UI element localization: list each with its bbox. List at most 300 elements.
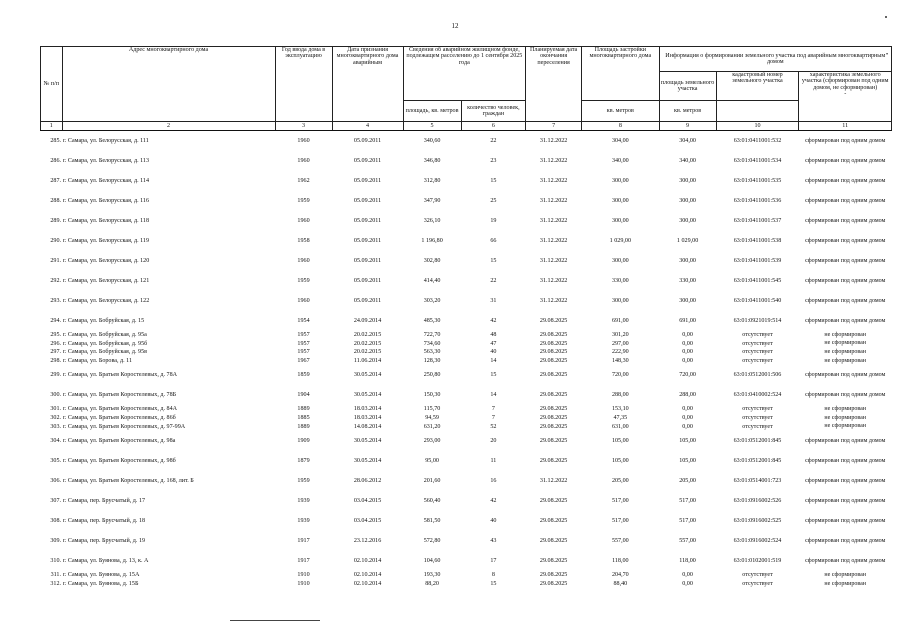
row-people: 15 (490, 257, 497, 264)
row-emergency-date: 05.09.2011 (353, 297, 382, 304)
row-cadastral: 63:01:0514001:723 (733, 477, 782, 484)
row-area: 150,30 (423, 392, 441, 399)
row-characteristic: сформирован под одним домом (805, 257, 886, 264)
row-land-area: 0,00 (682, 349, 693, 356)
row-number: 307. (50, 497, 62, 504)
header-address: Адрес многоквартирного дома (62, 47, 275, 122)
row-year: 1885 (297, 415, 310, 422)
row-emergency-date: 30.05.2014 (353, 392, 382, 399)
table-row (41, 211, 892, 231)
row-building-area: 517,00 (611, 497, 629, 504)
table-row (41, 423, 892, 432)
row-address: г. Самара, пер. Брусчатый, д. 19 (63, 537, 146, 544)
row-cadastral: 63:01:0411001:545 (733, 277, 782, 284)
row-people: 40 (490, 517, 497, 524)
row-planned-date: 29.08.2025 (539, 349, 568, 356)
header-area: площадь, кв. метров (403, 101, 461, 122)
row-year: 1909 (297, 437, 310, 444)
row-characteristic: сформирован под одним домом (805, 197, 886, 204)
row-land-area: 340,00 (679, 157, 696, 164)
row-emergency-date: 02.10.2014 (353, 572, 382, 579)
row-characteristic: не сформирован (824, 423, 866, 430)
header-unit-land: кв. метров (659, 101, 716, 122)
row-cadastral: 63:01:0921019:514 (733, 317, 782, 324)
row-land-area: 691,00 (679, 317, 696, 324)
row-area: 734,60 (423, 340, 441, 347)
row-land-area: 720,00 (679, 372, 696, 379)
row-planned-date: 31.12.2022 (539, 277, 568, 284)
row-planned-date: 29.08.2025 (539, 317, 568, 324)
column-number: 3 (275, 122, 332, 131)
table-row (41, 491, 892, 511)
row-building-area: 105,00 (611, 457, 629, 464)
table-row (41, 551, 892, 571)
row-planned-date: 31.12.2022 (539, 217, 568, 224)
column-number: 10 (716, 122, 799, 131)
row-emergency-date: 03.04.2015 (353, 497, 382, 504)
row-planned-date: 29.08.2025 (539, 497, 568, 504)
row-building-area: 105,00 (611, 437, 629, 444)
row-land-area: 0,00 (682, 423, 693, 430)
row-number: 310. (50, 557, 62, 564)
row-building-area: 300,00 (611, 177, 629, 184)
row-cadastral: 63:01:0916002:524 (733, 537, 782, 544)
row-land-area: 300,00 (679, 177, 696, 184)
table-row (41, 331, 892, 340)
row-year: 1889 (297, 406, 310, 413)
header-year: Год ввода дома в эксплуатацию (275, 47, 332, 122)
row-building-area: 47,35 (613, 415, 628, 422)
row-number: 286. (50, 157, 62, 164)
row-emergency-date: 05.09.2011 (353, 237, 382, 244)
row-people: 17 (490, 557, 497, 564)
table-row (41, 131, 892, 152)
row-land-area: 0,00 (682, 332, 693, 339)
row-land-area: 304,00 (679, 137, 696, 144)
row-area: 303,20 (423, 297, 441, 304)
row-planned-date: 31.12.2022 (539, 177, 568, 184)
row-people: 14 (490, 392, 497, 399)
row-planned-date: 29.08.2025 (539, 580, 568, 587)
row-people: 11 (490, 457, 497, 464)
row-characteristic: сформирован под одним домом (805, 177, 886, 184)
row-land-area: 300,00 (679, 217, 696, 224)
row-cadastral: 63:01:0411001:539 (733, 257, 782, 264)
scan-speck: • (886, 52, 889, 58)
row-area: 193,30 (423, 572, 441, 579)
row-emergency-date: 05.09.2011 (353, 177, 382, 184)
row-emergency-date: 30.05.2014 (353, 372, 382, 379)
row-number: 297. (50, 349, 62, 356)
row-area: 326,10 (423, 217, 441, 224)
row-year: 1959 (297, 197, 310, 204)
row-land-area: 517,00 (679, 517, 696, 524)
row-planned-date: 31.12.2022 (539, 137, 568, 144)
row-planned-date: 31.12.2022 (539, 197, 568, 204)
header-building-area: Площадь застройки многоквартирного дома (582, 47, 659, 101)
row-year: 1958 (297, 237, 310, 244)
row-people: 7 (491, 406, 495, 413)
table-row (41, 405, 892, 414)
row-planned-date: 31.12.2022 (539, 237, 568, 244)
row-cadastral: отсутствует (742, 415, 773, 422)
row-address: г. Самара, ул. Борова, д. 11 (63, 357, 133, 364)
header-num: № п/п (41, 47, 63, 122)
row-address: г. Самара, ул. Буянова, д. 13, к. А (63, 557, 149, 564)
row-cadastral: 63:01:0512001:845 (733, 457, 782, 464)
row-building-area: 288,00 (611, 392, 629, 399)
row-number: 294. (50, 317, 62, 324)
row-address: г. Самара, ул. Братьев Коростелевых, д. 84А (63, 406, 178, 413)
header-info-fund: Сведения об аварийном жилищном фонде, подлежащем расселению до 1 сентября 2025 года (403, 47, 526, 101)
row-cadastral: 63:01:0411001:536 (733, 197, 782, 204)
row-area: 312,80 (423, 177, 441, 184)
table-row (41, 311, 892, 331)
header-land-area: площадь земельного участка (659, 72, 716, 101)
row-address: г. Самара, ул. Белорусская, д. 118 (63, 217, 150, 224)
page-number: 12 (451, 22, 459, 30)
row-building-area: 300,00 (611, 257, 629, 264)
column-number: 7 (526, 122, 582, 131)
table-row (41, 171, 892, 191)
column-number: 2 (62, 122, 275, 131)
row-people: 31 (490, 297, 497, 304)
row-address: г. Самара, ул. Братьев Коростелевых, д. 98а (63, 437, 176, 444)
row-land-area: 105,00 (679, 457, 696, 464)
row-building-area: 204,70 (611, 572, 629, 579)
row-land-area: 0,00 (682, 572, 693, 579)
row-emergency-date: 11.06.2014 (353, 357, 382, 364)
header-cadastral-blank (716, 101, 799, 122)
row-address: г. Самара, ул. Буянова, д. 15Б (63, 580, 139, 587)
row-number: 305. (50, 457, 62, 464)
row-area: 572,80 (423, 537, 441, 544)
row-people: 25 (490, 197, 497, 204)
row-building-area: 557,00 (611, 537, 629, 544)
row-cadastral: 63:01:0411001:532 (733, 137, 782, 144)
row-emergency-date: 14.08.2014 (353, 423, 382, 430)
row-planned-date: 29.08.2025 (539, 357, 568, 364)
row-cadastral: 63:01:0512001:506 (733, 372, 782, 379)
row-people: 66 (490, 237, 497, 244)
table-row (41, 348, 892, 357)
row-planned-date: 29.08.2025 (539, 457, 568, 464)
column-number: 4 (332, 122, 403, 131)
table-row (41, 231, 892, 251)
row-address: г. Самара, ул. Братьев Коростелевых, д. 78Б (63, 392, 177, 399)
row-emergency-date: 30.05.2014 (353, 437, 382, 444)
row-emergency-date: 05.09.2011 (353, 137, 382, 144)
row-characteristic: не сформирован (824, 357, 866, 364)
table-row (41, 471, 892, 491)
row-number: 312. (50, 580, 62, 587)
table-row (41, 357, 892, 366)
row-emergency-date: 20.02.2015 (353, 332, 382, 339)
table-row (41, 431, 892, 451)
row-characteristic: не сформирован (824, 580, 866, 587)
row-address: г. Самара, пер. Брусчатый, д. 17 (63, 497, 146, 504)
row-people: 48 (490, 332, 497, 339)
row-building-area: 300,00 (611, 297, 629, 304)
row-year: 1957 (297, 332, 310, 339)
header-characteristic-dash: - (844, 91, 847, 98)
row-emergency-date: 05.09.2011 (353, 197, 382, 204)
row-building-area: 1 029,00 (609, 237, 631, 244)
row-area: 631,20 (423, 423, 441, 430)
table-row (41, 151, 892, 171)
table-row (41, 271, 892, 291)
row-characteristic: сформирован под одним домом (805, 217, 886, 224)
row-planned-date: 29.08.2025 (539, 372, 568, 379)
row-building-area: 517,00 (611, 517, 629, 524)
row-cadastral: отсутствует (742, 332, 773, 339)
row-area: 250,80 (423, 372, 441, 379)
row-number: 291. (50, 257, 62, 264)
row-number: 292. (50, 277, 62, 284)
row-characteristic: сформирован под одним домом (805, 557, 886, 564)
row-address: г. Самара, ул. Белорусская, д. 114 (63, 177, 150, 184)
row-planned-date: 31.12.2022 (539, 257, 568, 264)
row-area: 581,50 (423, 517, 441, 524)
row-characteristic: сформирован под одним домом (805, 371, 886, 378)
table-row (41, 385, 892, 405)
row-planned-date: 29.08.2025 (539, 332, 568, 339)
row-people: 47 (490, 340, 497, 347)
row-area: 563,30 (423, 349, 441, 356)
row-building-area: 300,00 (611, 197, 629, 204)
row-planned-date: 29.08.2025 (539, 392, 568, 399)
row-year: 1959 (297, 477, 310, 484)
row-number: 303. (50, 423, 62, 430)
row-emergency-date: 05.09.2011 (353, 257, 382, 264)
row-year: 1917 (297, 557, 310, 564)
row-emergency-date: 05.09.2011 (353, 277, 382, 284)
row-address: г. Самара, ул. Буянова, д. 15А (63, 572, 140, 579)
row-land-area: 0,00 (682, 340, 693, 347)
row-year: 1957 (297, 349, 310, 356)
row-building-area: 304,00 (611, 137, 629, 144)
row-number: 311. (50, 572, 62, 579)
table-body (41, 131, 892, 589)
row-number: 300. (50, 392, 62, 399)
row-area: 340,60 (423, 137, 441, 144)
row-emergency-date: 20.02.2015 (353, 349, 382, 356)
column-number: 11 (799, 122, 892, 131)
row-year: 1910 (297, 580, 310, 587)
row-emergency-date: 18.03.2014 (353, 415, 382, 422)
header-characteristic (799, 72, 892, 122)
row-people: 15 (490, 177, 497, 184)
row-year: 1967 (297, 357, 310, 364)
row-year: 1960 (297, 257, 310, 264)
row-address: г. Самара, ул. Бобруйская, д. 95б (63, 340, 148, 347)
row-land-area: 118,00 (679, 557, 696, 564)
column-number: 9 (659, 122, 716, 131)
row-building-area: 691,00 (611, 317, 629, 324)
header-characteristic-text: характеристика земельного участка (сформирован под одним домом, не сформирован) (801, 72, 889, 91)
row-address: г. Самара, ул. Белорусская, д. 116 (63, 197, 150, 204)
row-cadastral: 63:01:0411001:540 (733, 297, 782, 304)
row-cadastral: 63:01:0102001:519 (733, 557, 782, 564)
row-planned-date: 29.08.2025 (539, 537, 568, 544)
row-building-area: 205,00 (611, 477, 629, 484)
row-area: 128,30 (423, 357, 441, 364)
row-area: 1 196,80 (421, 237, 443, 244)
row-address: г. Самара, ул. Белорусская, д. 122 (63, 297, 150, 304)
row-emergency-date: 05.09.2011 (353, 157, 382, 164)
row-year: 1904 (297, 392, 310, 399)
row-cadastral: отсутствует (742, 349, 773, 356)
row-year: 1960 (297, 137, 310, 144)
table-row (41, 291, 892, 311)
table-row (41, 451, 892, 471)
row-emergency-date: 02.10.2014 (353, 557, 382, 564)
row-building-area: 148,30 (611, 357, 629, 364)
scan-speck (885, 16, 887, 18)
row-land-area: 330,00 (679, 277, 696, 284)
row-number: 285. (50, 137, 62, 144)
row-area: 414,40 (423, 277, 441, 284)
row-year: 1910 (297, 572, 310, 579)
row-year: 1939 (297, 517, 310, 524)
row-cadastral: отсутствует (742, 580, 773, 587)
row-address: г. Самара, ул. Белорусская, д. 121 (63, 277, 150, 284)
header-people: количество человек, граждан (461, 101, 526, 122)
row-year: 1954 (297, 317, 310, 324)
row-planned-date: 29.08.2025 (539, 340, 568, 347)
row-planned-date: 29.08.2025 (539, 517, 568, 524)
row-land-area: 205,00 (679, 477, 696, 484)
row-people: 15 (490, 372, 497, 379)
column-number: 5 (403, 122, 461, 131)
row-characteristic: не сформирован (824, 349, 866, 356)
row-address: г. Самара, ул. Белорусская, д. 111 (63, 137, 149, 144)
row-address: г. Самара, ул. Братьев Коростелевых, д. 78А (63, 372, 178, 379)
row-characteristic: сформирован под одним домом (805, 517, 886, 524)
column-number-row (41, 122, 892, 131)
row-number: 295. (50, 332, 62, 339)
row-cadastral: 63:01:0411001:537 (733, 217, 782, 224)
row-address: г. Самара, ул. Братьев Коростелевых, д. 98б (63, 457, 176, 464)
row-planned-date: 29.08.2025 (539, 437, 568, 444)
row-year: 1859 (297, 372, 310, 379)
header-date-emergency: Дата признания многоквартирного дома аварийным (332, 47, 403, 122)
header-land-info: Информация о формировании земельного участка под аварийным многоквартирным домом (659, 47, 891, 72)
row-number: 289. (50, 217, 62, 224)
row-emergency-date: 02.10.2014 (353, 580, 382, 587)
row-characteristic: сформирован под одним домом (805, 297, 886, 304)
row-cadastral: 63:01:0411001:535 (733, 177, 782, 184)
row-characteristic: сформирован под одним домом (805, 237, 886, 244)
row-year: 1879 (297, 457, 310, 464)
row-people: 52 (490, 423, 497, 430)
row-land-area: 300,00 (679, 297, 696, 304)
row-land-area: 557,00 (679, 537, 696, 544)
row-people: 20 (490, 437, 497, 444)
table-row (41, 414, 892, 423)
row-people: 43 (490, 537, 497, 544)
row-number: 299. (50, 372, 62, 379)
header-unit-building: кв. метров (582, 101, 659, 122)
row-characteristic: сформирован под одним домом (805, 437, 886, 444)
row-land-area: 517,00 (679, 497, 696, 504)
row-planned-date: 29.08.2025 (539, 415, 568, 422)
row-cadastral: отсутствует (742, 357, 773, 364)
row-characteristic: не сформирован (824, 331, 866, 338)
row-characteristic: сформирован под одним домом (805, 497, 886, 504)
row-characteristic: не сформирован (824, 572, 866, 578)
row-land-area: 288,00 (679, 392, 696, 399)
column-number: 6 (461, 122, 526, 131)
row-area: 104,60 (423, 557, 441, 564)
row-people: 16 (490, 477, 497, 484)
row-people: 22 (490, 137, 497, 144)
row-number: 308. (50, 517, 62, 524)
row-number: 288. (50, 197, 62, 204)
row-year: 1889 (297, 423, 310, 430)
row-land-area: 105,00 (679, 437, 696, 444)
emergency-housing-table (40, 46, 892, 588)
row-area: 88,20 (425, 580, 439, 587)
row-planned-date: 29.08.2025 (539, 406, 568, 413)
row-cadastral: 63:01:0512001:845 (733, 437, 782, 444)
row-year: 1959 (297, 277, 310, 284)
row-people: 22 (490, 277, 497, 284)
row-building-area: 720,00 (611, 372, 629, 379)
row-building-area: 118,00 (612, 557, 629, 564)
table-row (41, 340, 892, 349)
row-planned-date: 29.08.2025 (539, 423, 568, 430)
table-row (41, 365, 892, 385)
row-area: 485,30 (423, 317, 441, 324)
row-cadastral: 63:01:0411001:534 (733, 157, 782, 164)
row-emergency-date: 05.09.2011 (353, 217, 382, 224)
row-building-area: 300,00 (611, 217, 629, 224)
row-area: 201,60 (423, 477, 441, 484)
row-building-area: 88,40 (613, 580, 628, 587)
row-land-area: 0,00 (682, 580, 693, 587)
row-address: г. Самара, ул. Братьев Коростелевых, д. 168, лит. Б (63, 477, 194, 484)
row-people: 23 (490, 157, 497, 164)
row-area: 346,80 (423, 157, 441, 164)
row-emergency-date: 24.09.2014 (353, 317, 382, 324)
row-building-area: 631,00 (611, 423, 629, 430)
row-number: 306. (50, 477, 62, 484)
row-number: 290. (50, 237, 62, 244)
table-row (41, 571, 892, 580)
row-characteristic: не сформирован (824, 414, 866, 421)
row-characteristic: не сформирован (824, 406, 866, 413)
row-emergency-date: 23.12.2016 (353, 537, 382, 544)
row-emergency-date: 30.05.2014 (353, 457, 382, 464)
row-building-area: 330,00 (611, 277, 629, 284)
row-building-area: 222,90 (611, 349, 629, 356)
row-building-area: 153,10 (611, 406, 629, 413)
row-cadastral: отсутствует (742, 423, 773, 430)
row-address: г. Самара, ул. Братьев Коростелевых, д. 86б (63, 415, 176, 422)
table-row (41, 531, 892, 551)
row-area: 95,00 (425, 457, 439, 464)
row-land-area: 300,00 (679, 257, 696, 264)
row-people: 15 (490, 580, 497, 587)
row-planned-date: 31.12.2022 (539, 477, 568, 484)
row-cadastral: 63:01:0916002:525 (733, 517, 782, 524)
row-planned-date: 29.08.2025 (539, 572, 568, 579)
row-year: 1960 (297, 217, 310, 224)
row-building-area: 340,00 (611, 157, 629, 164)
row-address: г. Самара, ул. Бобруйская, д. 15 (63, 317, 145, 324)
row-area: 293,00 (423, 437, 441, 444)
